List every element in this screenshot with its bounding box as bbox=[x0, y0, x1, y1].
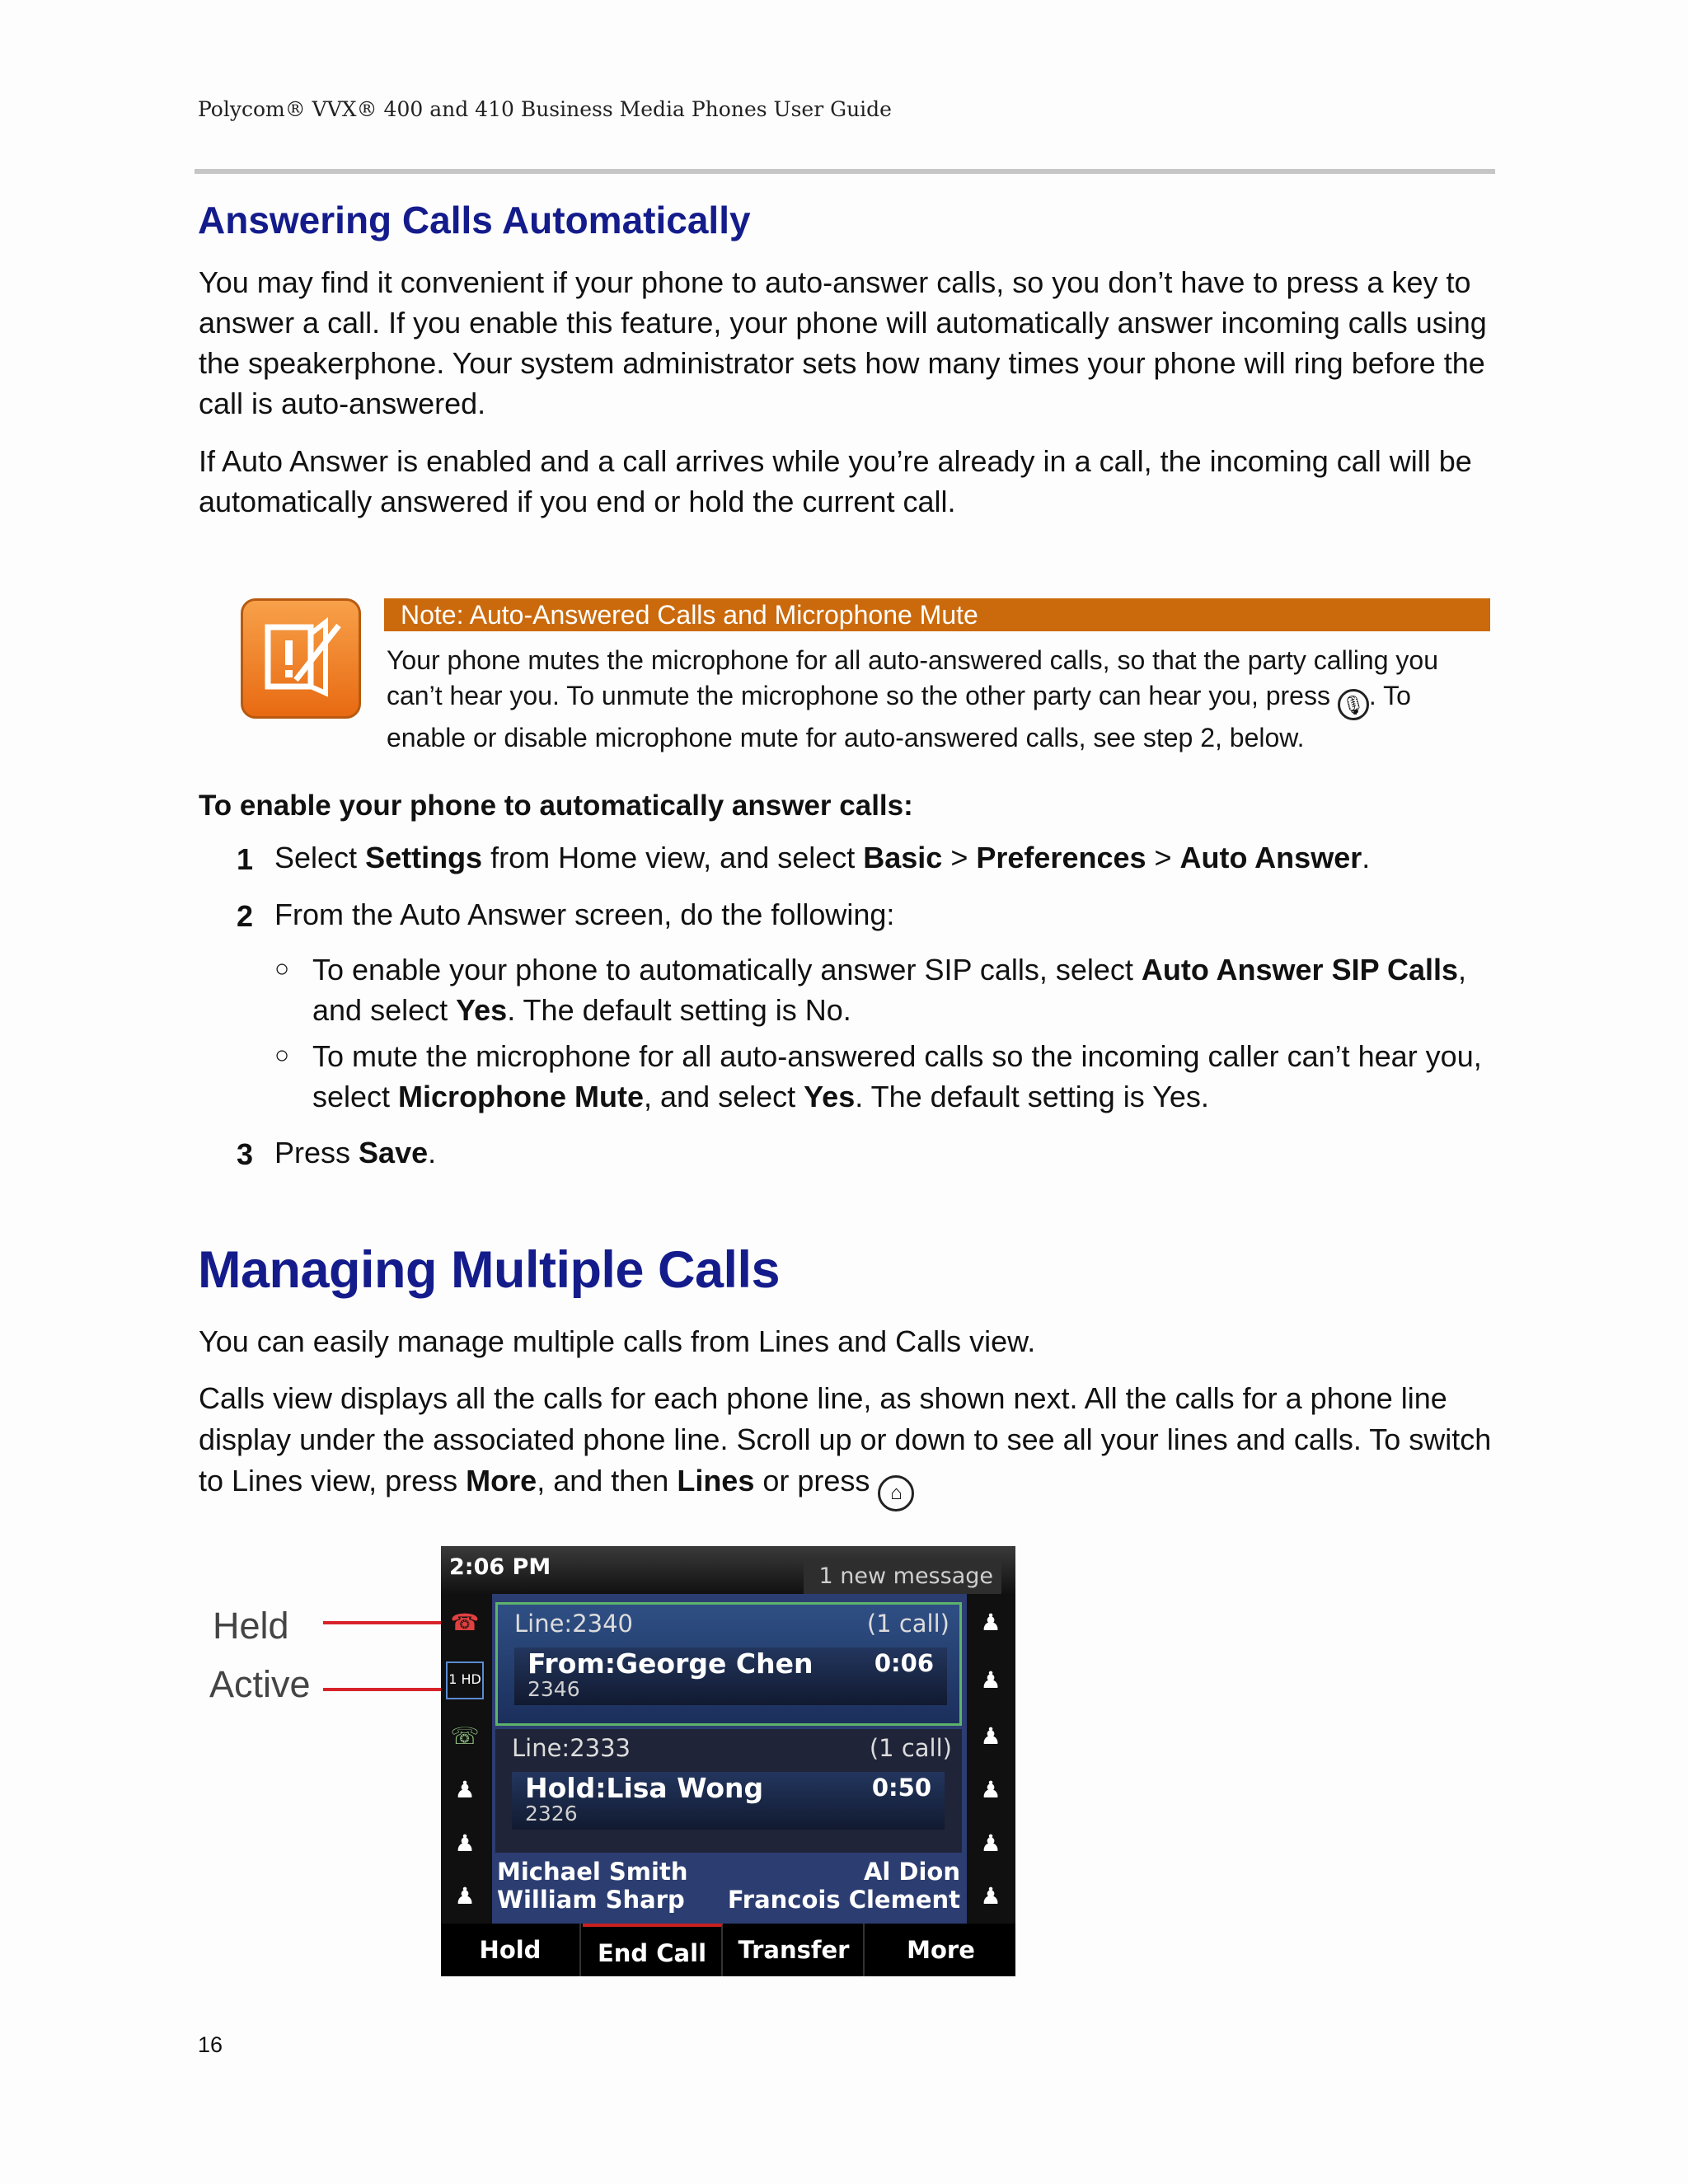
step-2-text: From the Auto Answer screen, do the following: bbox=[274, 898, 895, 931]
bullet-2-microphone-mute: Microphone Mute bbox=[398, 1080, 645, 1113]
softkey-hold[interactable]: Hold bbox=[441, 1924, 581, 1976]
bullet-1-t1: To enable your phone to automatically answer SIP calls, select bbox=[312, 953, 1142, 987]
clock: 2:06 PM bbox=[449, 1554, 551, 1580]
contact-icon-right-1[interactable]: ♟ bbox=[980, 1609, 1001, 1636]
line-2340-call-count: (1 call) bbox=[866, 1610, 950, 1638]
bullet-2-text bbox=[312, 1036, 1483, 1117]
note-body bbox=[387, 643, 1495, 756]
contact-william-sharp[interactable]: William Sharp bbox=[497, 1886, 685, 1914]
bullet-1-t2: , and select bbox=[312, 953, 1467, 1027]
held-call-icon[interactable]: ☎ bbox=[450, 1609, 480, 1636]
section-title-auto-answer: Answering Calls Automatically bbox=[198, 199, 751, 241]
contact-michael-smith[interactable]: Michael Smith bbox=[497, 1858, 688, 1886]
step-1-t5: . bbox=[1362, 841, 1371, 874]
auto-answer-paragraph-2: If Auto Answer is enabled and a call arrives while you’re already in a call, the incoming call will be automatically answered if you end or hold the current call. bbox=[199, 444, 1472, 518]
step-1-text bbox=[274, 837, 1503, 878]
step-number-1: 1 bbox=[237, 842, 254, 876]
step-number-3: 3 bbox=[237, 1137, 254, 1171]
step-1-basic: Basic bbox=[863, 841, 943, 874]
step-1-t1: Select bbox=[274, 841, 366, 874]
active-call-row[interactable] bbox=[514, 1647, 947, 1705]
line-key-column-left bbox=[441, 1594, 492, 1924]
multi-calls-paragraph-2 bbox=[199, 1378, 1501, 1511]
contact-icon-left-1[interactable]: ♟ bbox=[454, 1776, 476, 1803]
active-hd-call-icon[interactable]: 1 HD bbox=[446, 1661, 484, 1699]
bullet-1-text bbox=[312, 949, 1466, 1030]
section-title-multiple-calls: Managing Multiple Calls bbox=[198, 1241, 781, 1299]
line-2333-name: Line:2333 bbox=[512, 1734, 631, 1762]
contact-francois-clement[interactable]: Francois Clement bbox=[727, 1886, 960, 1914]
held-call-duration: 0:50 bbox=[871, 1774, 931, 1802]
contact-al-dion[interactable]: Al Dion bbox=[863, 1858, 960, 1886]
active-pointer-line bbox=[323, 1688, 445, 1691]
note-text-before: Your phone mutes the microphone for all auto-answered calls, so that the party calling you can’t hear you. To unmute the microphone so the other party can hear you, press bbox=[387, 645, 1438, 710]
note-text-after: . To enable or disable microphone mute for auto-answered calls, see step 2, below. bbox=[387, 681, 1411, 752]
contact-icon-right-2[interactable]: ♟ bbox=[980, 1666, 1001, 1694]
step-1-auto-answer: Auto Answer bbox=[1179, 841, 1362, 874]
multi-calls-more: More bbox=[466, 1464, 537, 1497]
step-1-t2: from Home view, and select bbox=[482, 841, 864, 874]
active-caller-number: 2346 bbox=[528, 1677, 580, 1701]
line-registered-icon[interactable]: ☏ bbox=[450, 1722, 480, 1750]
status-bar bbox=[441, 1546, 1015, 1594]
bullet-2-mark: ○ bbox=[274, 1042, 290, 1069]
held-caller-name: Hold:Lisa Wong bbox=[525, 1772, 764, 1804]
mute-button-icon: 🎙 bbox=[1338, 689, 1369, 720]
multi-calls-paragraph-1: You can easily manage multiple calls from Lines and Calls view. bbox=[199, 1324, 1036, 1358]
step-number-2: 2 bbox=[237, 899, 254, 933]
line-2340-name: Line:2340 bbox=[514, 1610, 634, 1638]
home-button-icon: ⌂ bbox=[878, 1475, 914, 1511]
bullet-2-t3: . The default setting is Yes. bbox=[855, 1080, 1209, 1113]
step-3-t1: Press bbox=[274, 1136, 359, 1169]
bullet-1-yes: Yes bbox=[456, 993, 508, 1027]
active-caller-name: From:George Chen bbox=[528, 1647, 814, 1680]
step-3-text bbox=[274, 1132, 436, 1173]
new-message-indicator[interactable]: 1 new message bbox=[804, 1559, 1001, 1594]
held-pointer-line bbox=[323, 1621, 445, 1624]
step-1-t3: > bbox=[942, 841, 977, 874]
procedure-title: To enable your phone to automatically answer calls: bbox=[199, 790, 913, 822]
page-number: 16 bbox=[198, 2032, 223, 2057]
bullet-1-auto-answer-sip: Auto Answer SIP Calls bbox=[1141, 953, 1458, 987]
bullet-1-mark: ○ bbox=[274, 955, 290, 982]
multi-calls-t3: or press bbox=[754, 1464, 870, 1497]
contact-icon-right-3[interactable]: ♟ bbox=[980, 1722, 1001, 1750]
softkey-transfer[interactable]: Transfer bbox=[724, 1924, 865, 1976]
bullet-2-yes: Yes bbox=[804, 1080, 856, 1113]
contact-icon-left-2[interactable]: ♟ bbox=[454, 1830, 476, 1857]
multi-calls-t1: Calls view displays all the calls for each phone line, as shown next. All the calls for a phone line display under the associated phone line. Scroll up or down to see all your lines and calls. To switch to Lines view, press bbox=[199, 1381, 1492, 1497]
softkey-bar bbox=[441, 1924, 1015, 1976]
line-2340-panel[interactable] bbox=[495, 1602, 962, 1726]
held-call-row[interactable] bbox=[512, 1772, 945, 1830]
bullet-2-t1: To mute the microphone for all auto-answered calls so the incoming caller can’t hear you, select bbox=[312, 1039, 1482, 1113]
step-1-preferences: Preferences bbox=[976, 841, 1146, 874]
line-2333-call-count: (1 call) bbox=[869, 1734, 952, 1762]
label-held: Held bbox=[213, 1605, 289, 1647]
held-caller-number: 2326 bbox=[525, 1802, 578, 1825]
active-call-duration: 0:06 bbox=[874, 1649, 934, 1677]
softkey-end-call[interactable]: End Call bbox=[583, 1924, 723, 1976]
contact-icon-right-4[interactable]: ♟ bbox=[980, 1776, 1001, 1803]
running-header: Polycom® VVX® 400 and 410 Business Media Phones User Guide bbox=[198, 97, 892, 121]
header-rule bbox=[195, 169, 1495, 174]
label-active: Active bbox=[209, 1663, 311, 1705]
note-title-bar: Note: Auto-Answered Calls and Microphone Mute bbox=[384, 598, 1490, 631]
auto-answer-paragraph-1: You may find it convenient if your phone to auto-answer calls, so you don’t have to press a key to answer a call. If you enable this feature, your phone will automatically answer incoming calls using the speakerphone. Your system administrator sets how many times your phone will ring before the call is auto-answered. bbox=[199, 265, 1487, 420]
step-1-t4: > bbox=[1146, 841, 1180, 874]
contact-icon-right-6[interactable]: ♟ bbox=[980, 1882, 1001, 1910]
multi-calls-lines: Lines bbox=[677, 1464, 755, 1497]
note-pencil-icon bbox=[241, 598, 361, 719]
phone-screen bbox=[441, 1546, 1015, 1976]
softkey-more[interactable]: More bbox=[907, 1936, 975, 1964]
step-1-settings: Settings bbox=[365, 841, 483, 874]
line-key-column-right bbox=[967, 1594, 1015, 1924]
bullet-1-t3: . The default setting is No. bbox=[507, 993, 851, 1027]
multi-calls-t2: , and then bbox=[537, 1464, 678, 1497]
contact-icon-right-5[interactable]: ♟ bbox=[980, 1830, 1001, 1857]
step-3-save: Save bbox=[359, 1136, 429, 1169]
step-3-t2: . bbox=[428, 1136, 437, 1169]
line-2333-panel[interactable] bbox=[495, 1729, 962, 1853]
bullet-2-t2: , and select bbox=[644, 1080, 804, 1113]
contact-icon-left-3[interactable]: ♟ bbox=[454, 1882, 476, 1910]
